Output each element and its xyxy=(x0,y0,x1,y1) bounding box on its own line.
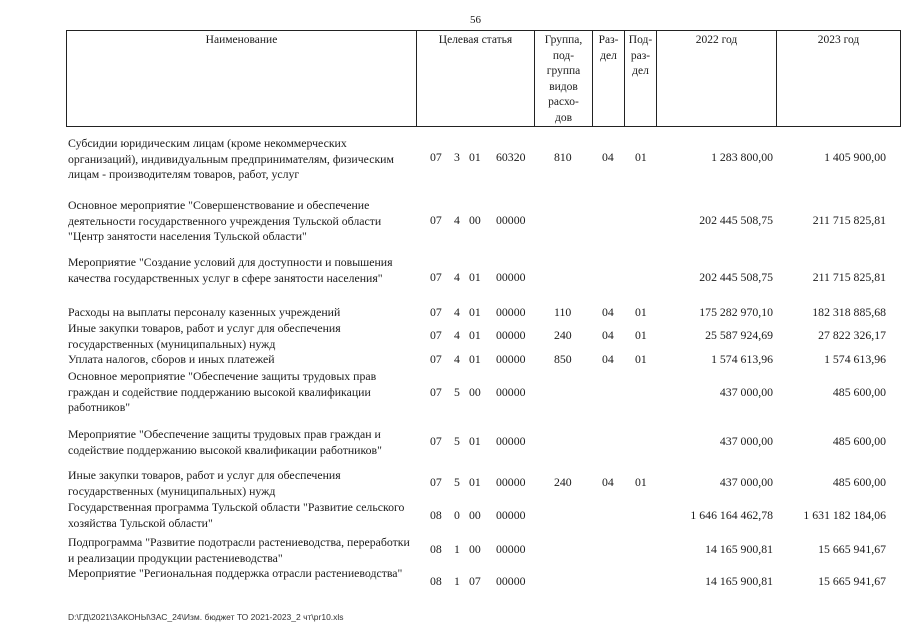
cell-c: 00 xyxy=(469,508,481,522)
cell-v2023: 182 318 885,68 xyxy=(812,305,886,319)
page-number: 56 xyxy=(470,14,481,26)
cell-d: 00000 xyxy=(496,508,526,522)
header-target-article: Целевая статья xyxy=(417,31,535,126)
header-section: Раз- дел xyxy=(593,31,625,126)
cell-sec: 04 xyxy=(602,305,614,319)
cell-a: 08 xyxy=(430,508,442,522)
cell-v2022: 202 445 508,75 xyxy=(699,213,773,227)
header-subsection: Под- раз- дел xyxy=(625,31,657,126)
cell-v2022: 14 165 900,81 xyxy=(705,574,773,588)
row-name: Мероприятие "Региональная поддержка отрасли растениеводства" xyxy=(68,566,403,580)
row-name: Мероприятие "Обеспечение защиты трудовых прав граждан и содействие поддержанию высокой квалификации работников" xyxy=(68,427,382,457)
cell-v2023: 211 715 825,81 xyxy=(812,270,886,284)
cell-d: 00000 xyxy=(496,542,526,556)
cell-v2023: 1 631 182 184,06 xyxy=(803,508,886,522)
cell-c: 01 xyxy=(469,305,481,319)
cell-c: 01 xyxy=(469,434,481,448)
cell-v2022: 25 587 924,69 xyxy=(705,328,773,342)
cell-grp: 240 xyxy=(554,475,572,489)
cell-c: 00 xyxy=(469,385,481,399)
cell-v2023: 1 405 900,00 xyxy=(824,150,886,164)
cell-c: 07 xyxy=(469,574,481,588)
row-name: Мероприятие "Создание условий для доступности и повышения качества государственных услуг в сфере занятости населения" xyxy=(68,255,393,285)
cell-c: 01 xyxy=(469,328,481,342)
cell-d: 00000 xyxy=(496,475,526,489)
cell-grp: 810 xyxy=(554,150,572,164)
cell-c: 00 xyxy=(469,542,481,556)
cell-b: 4 xyxy=(454,270,460,284)
cell-b: 5 xyxy=(454,434,460,448)
row-name: Государственная программа Тульской области "Развитие сельского хозяйства Тульской области" xyxy=(68,500,405,530)
cell-a: 07 xyxy=(430,150,442,164)
cell-a: 08 xyxy=(430,542,442,556)
cell-c: 01 xyxy=(469,150,481,164)
cell-a: 07 xyxy=(430,305,442,319)
row-name: Основное мероприятие "Обеспечение защиты трудовых прав граждан и содействие поддержанию высокой квалификации работников" xyxy=(68,369,377,414)
cell-v2022: 1 646 164 462,78 xyxy=(690,508,773,522)
cell-sub: 01 xyxy=(635,305,647,319)
cell-a: 08 xyxy=(430,574,442,588)
cell-a: 07 xyxy=(430,270,442,284)
cell-a: 07 xyxy=(430,475,442,489)
row-name: Уплата налогов, сборов и иных платежей xyxy=(68,352,275,366)
cell-v2023: 27 822 326,17 xyxy=(818,328,886,342)
cell-b: 4 xyxy=(454,305,460,319)
cell-v2022: 437 000,00 xyxy=(719,475,773,489)
cell-sub: 01 xyxy=(635,475,647,489)
cell-v2023: 211 715 825,81 xyxy=(812,213,886,227)
cell-b: 4 xyxy=(454,213,460,227)
cell-v2022: 175 282 970,10 xyxy=(699,305,773,319)
file-path-footer: D:\ГД\2021\ЗАКОНЫ\ЗАС_24\Изм. бюджет ТО 2021-2023_2 чт\pr10.xls xyxy=(68,612,344,622)
cell-grp: 110 xyxy=(554,305,572,319)
cell-v2023: 485 600,00 xyxy=(832,385,886,399)
cell-b: 3 xyxy=(454,150,460,164)
cell-sub: 01 xyxy=(635,328,647,342)
cell-sec: 04 xyxy=(602,352,614,366)
cell-v2022: 202 445 508,75 xyxy=(699,270,773,284)
header-expense-group: Группа, под- группа видов расхо- дов xyxy=(535,31,593,126)
cell-b: 4 xyxy=(454,328,460,342)
cell-v2022: 437 000,00 xyxy=(719,434,773,448)
cell-b: 1 xyxy=(454,574,460,588)
cell-v2022: 1 283 800,00 xyxy=(711,150,773,164)
cell-b: 1 xyxy=(454,542,460,556)
cell-d: 00000 xyxy=(496,352,526,366)
cell-v2022: 437 000,00 xyxy=(719,385,773,399)
cell-a: 07 xyxy=(430,213,442,227)
cell-v2023: 1 574 613,96 xyxy=(824,352,886,366)
cell-b: 4 xyxy=(454,352,460,366)
cell-sec: 04 xyxy=(602,328,614,342)
cell-d: 00000 xyxy=(496,328,526,342)
header-2023: 2023 год xyxy=(817,34,860,46)
cell-sub: 01 xyxy=(635,352,647,366)
cell-sec: 04 xyxy=(602,475,614,489)
header-2022: 2022 год xyxy=(657,31,777,126)
cell-b: 5 xyxy=(454,385,460,399)
cell-d: 00000 xyxy=(496,270,526,284)
cell-b: 5 xyxy=(454,475,460,489)
cell-v2022: 14 165 900,81 xyxy=(705,542,773,556)
cell-grp: 240 xyxy=(554,328,572,342)
row-name: Расходы на выплаты персоналу казенных учреждений xyxy=(68,305,341,319)
cell-c: 01 xyxy=(469,270,481,284)
cell-v2023: 485 600,00 xyxy=(832,434,886,448)
cell-v2023: 15 665 941,67 xyxy=(818,542,886,556)
cell-a: 07 xyxy=(430,434,442,448)
cell-a: 07 xyxy=(430,352,442,366)
cell-a: 07 xyxy=(430,385,442,399)
header-name: Наименование xyxy=(67,31,417,126)
row-name: Подпрограмма "Развитие подотрасли растениеводства, переработки и реализации продукции растениеводства" xyxy=(68,535,410,565)
cell-sec: 04 xyxy=(602,150,614,164)
row-name: Иные закупки товаров, работ и услуг для обеспечения государственных (муниципальных) нужд xyxy=(68,321,341,351)
cell-d: 00000 xyxy=(496,434,526,448)
cell-d: 00000 xyxy=(496,305,526,319)
cell-c: 01 xyxy=(469,352,481,366)
cell-c: 01 xyxy=(469,475,481,489)
cell-b: 0 xyxy=(454,508,460,522)
row-name: Основное мероприятие "Совершенствование и обеспечение деятельности государственного учреждения Тульской области "Центр занятости населения Тульской области" xyxy=(68,198,382,243)
row-name: Иные закупки товаров, работ и услуг для обеспечения государственных (муниципальных) нужд xyxy=(68,468,341,498)
cell-c: 00 xyxy=(469,213,481,227)
cell-v2023: 485 600,00 xyxy=(832,475,886,489)
cell-a: 07 xyxy=(430,328,442,342)
cell-v2023: 15 665 941,67 xyxy=(818,574,886,588)
cell-d: 00000 xyxy=(496,213,526,227)
cell-d: 00000 xyxy=(496,574,526,588)
row-name: Субсидии юридическим лицам (кроме некоммерческих организаций), индивидуальным предпринимателям, физическим лицам - производителям товаров, работ, услуг xyxy=(68,136,394,181)
cell-d: 60320 xyxy=(496,150,526,164)
cell-grp: 850 xyxy=(554,352,572,366)
cell-v2022: 1 574 613,96 xyxy=(711,352,773,366)
cell-sub: 01 xyxy=(635,150,647,164)
cell-d: 00000 xyxy=(496,385,526,399)
